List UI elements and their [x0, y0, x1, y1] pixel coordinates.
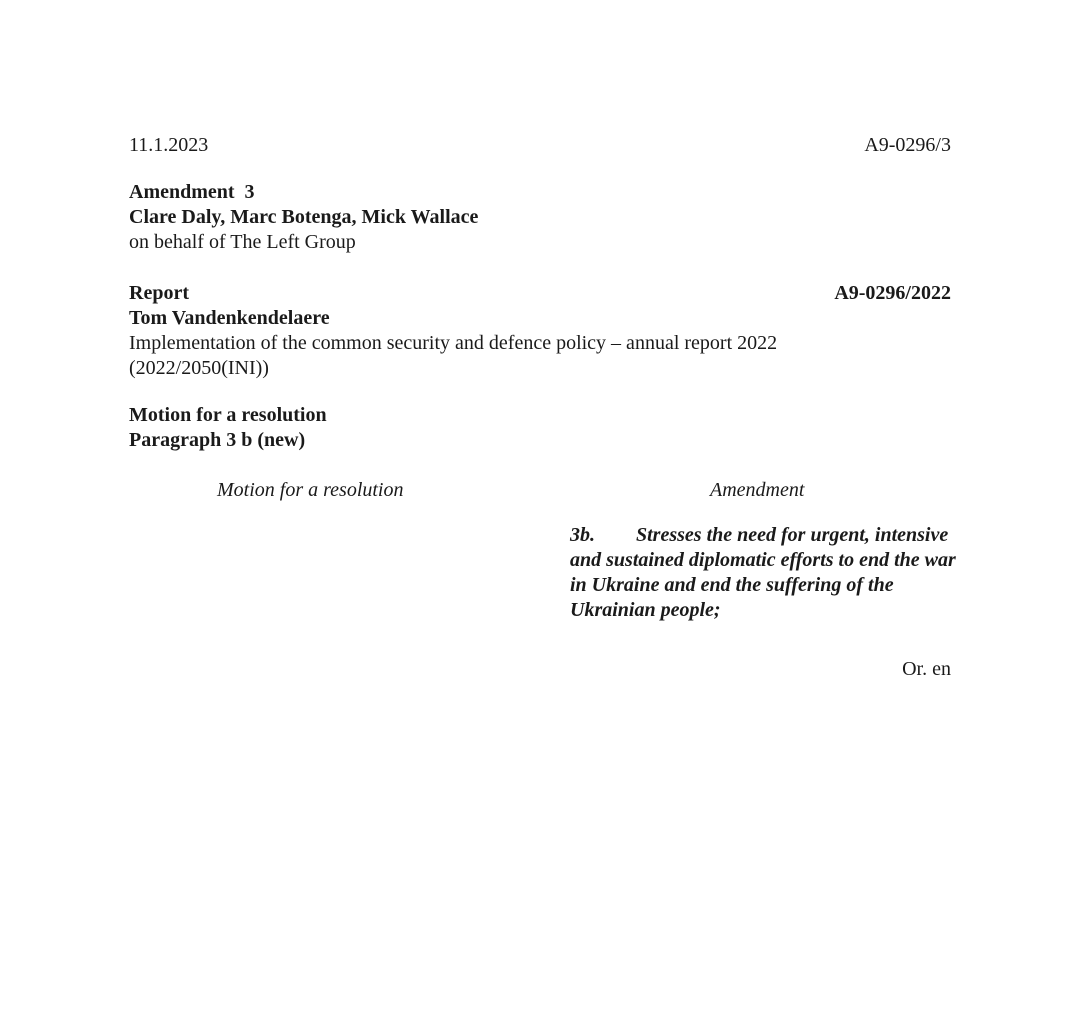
report-procedure: (2022/2050(INI)): [129, 357, 269, 379]
paragraph-label: Paragraph 3 b (new): [129, 429, 306, 451]
amendment-group: on behalf of The Left Group: [129, 231, 356, 253]
report-title: Implementation of the common security and defence policy – annual report 2022: [129, 332, 778, 354]
amendment-authors: Clare Daly, Marc Botenga, Mick Wallace: [129, 206, 479, 228]
amendment-text: [570, 523, 960, 623]
report-reference: A9-0296/2022: [834, 282, 951, 304]
original-language: Or. en: [902, 658, 951, 680]
report-block: [129, 281, 777, 381]
amendment-number: 3b.: [570, 524, 595, 546]
document-reference: A9-0296/3: [864, 134, 951, 156]
motion-label: Motion for a resolution: [129, 404, 327, 426]
amendment-body: Stresses the need for urgent, intensive and sustained diplomatic efforts to end the war in Ukraine and end the suffering of the Ukrainian people;: [570, 524, 956, 621]
column-heading-amendment: Amendment: [710, 479, 805, 501]
motion-block: [129, 403, 327, 453]
document-date: 11.1.2023: [129, 134, 209, 156]
amendment-title: Amendment 3: [129, 181, 255, 203]
amendment-block: [129, 180, 478, 255]
report-rapporteur: Tom Vandenkendelaere: [129, 307, 330, 329]
report-label: Report: [129, 282, 189, 304]
column-heading-motion: Motion for a resolution: [217, 479, 404, 501]
